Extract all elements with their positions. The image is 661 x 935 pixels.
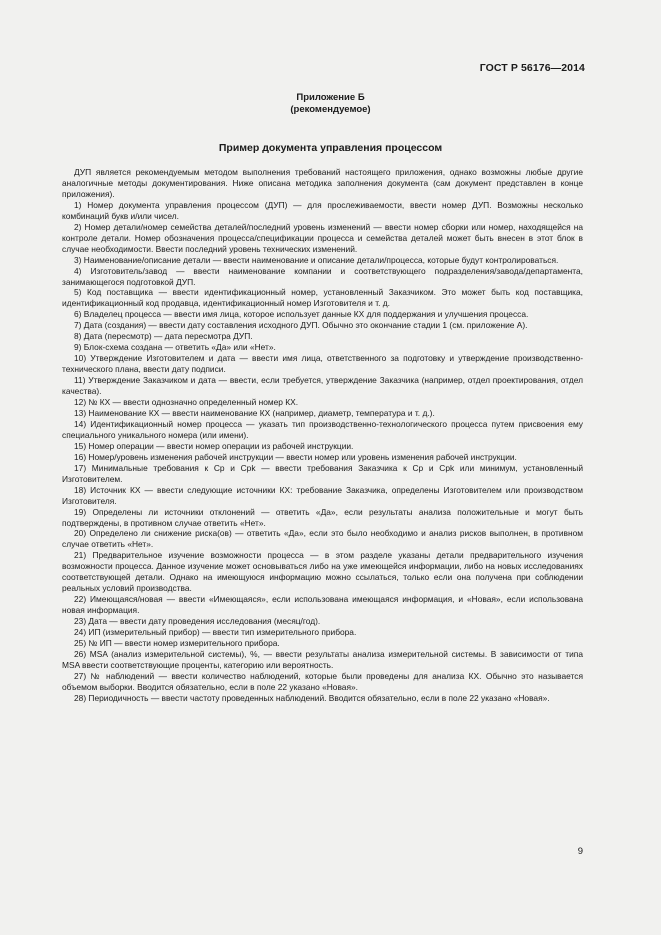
paragraph: 7) Дата (создания) — ввести дату составления исходного ДУП. Обычно это окончание стадии 1 (см. приложение А).: [74, 320, 528, 331]
paragraph: 27) № наблюдений — ввести количество наблюдений, которые были проведены для анализа КХ. Обычно это называется объемом выборки. Вводится обязательно, если в поле 22 указано «Новая».: [62, 670, 583, 692]
paragraph: 13) Наименование КХ — ввести наименование КХ (например, диаметр, температура и т. д.).: [74, 407, 435, 418]
paragraph: 23) Дата — ввести дату проведения исследования (месяц/год).: [74, 616, 321, 627]
paragraph: 18) Источник КХ — ввести следующие источники КХ: требование Заказчика, определены Изготовителем или производством Изготовителя.: [62, 484, 583, 506]
paragraph: ДУП является рекомендуемым методом выполнения требований настоящего приложения, однако возможны любые другие аналогичные методы документирования. Ниже описана методика заполнения документа (сам документ представлен в конце приложения).: [62, 167, 583, 199]
paragraph: 22) Имеющаяся/новая — ввести «Имеющаяся», если использована имеющаяся информация, и «Новая», если использована новая информация.: [62, 594, 583, 616]
paragraph: 24) ИП (измерительный прибор) — ввести тип измерительного прибора.: [74, 627, 357, 638]
paragraph: 16) Номер/уровень изменения рабочей инструкции — ввести номер или уровень изменения рабочей инструкции.: [74, 451, 517, 462]
paragraph: 17) Минимальные требования к Cp и Cpk — ввести требования Заказчика к Cp и Cpk или минимум, установленный Изготовителем.: [62, 462, 583, 484]
paragraph: 10) Утверждение Изготовителем и дата — ввести имя лица, ответственного за подготовку и утверждение производственно-технического плана, ввести дату подписи.: [62, 353, 583, 375]
paragraph: 14) Идентификационный номер процесса — указать тип производственно-технологического процесса путем присвоения ему специального уникального номера (или имени).: [62, 418, 583, 440]
standard-number: ГОСТ Р 56176—2014: [479, 62, 585, 74]
paragraph: 5) Код поставщика — ввести идентификационный номер, установленный Заказчиком. Это может быть код поставщика, идентификационный код продавца, идентификационный номер Изготовителя и т. д.: [62, 287, 583, 309]
paragraph: 21) Предварительное изучение возможности процесса — в этом разделе указаны детали предварительного изучения возможности процесса. Данное изучение может основываться либо на уже имеющейся информации, либо на новых исследованиях соответствующей детали. Однако на имеющуюся информацию можно ссылаться, только если она получена при соблюдении реальных условий производства.: [62, 550, 583, 594]
paragraph: 19) Определены ли источники отклонений — ответить «Да», если результаты анализа положительные и могут быть подтверждены, в противном случае ответить «Нет».: [62, 506, 583, 528]
page-number: 9: [577, 846, 583, 857]
paragraph: 25) № ИП — ввести номер измерительного прибора.: [74, 637, 280, 648]
paragraph: 26) MSA (анализ измерительной системы), %, — ввести результаты анализа измерительной системы. В зависимости от типа MSA ввести соответствующие проценты, категорию или вероятность.: [62, 648, 583, 670]
paragraph: 28) Периодичность — ввести частоту проведенных наблюдений. Вводится обязательно, если в поле 22 указано «Новая».: [74, 692, 550, 703]
appendix-label: Приложение Б: [296, 92, 365, 103]
paragraph: 1) Номер документа управления процессом (ДУП) — для прослеживаемости, ввести номер ДУП. Возможны несколько комбинаций букв и/или чисел.: [62, 199, 583, 221]
paragraph: 12) № КХ — ввести однозначно определенный номер КХ.: [74, 397, 299, 408]
paragraph: 3) Наименование/описание детали — ввести наименование и описание детали/процесса, которые будут контролироваться.: [74, 254, 559, 265]
paragraph: 11) Утверждение Заказчиком и дата — ввести, если требуется, утверждение Заказчика (например, отдел проектирования, отдел качества).: [62, 375, 583, 397]
body-text: [62, 167, 583, 704]
appendix-status: (рекомендуемое): [290, 104, 371, 115]
paragraph: 8) Дата (пересмотр) — дата пересмотра ДУП.: [74, 331, 253, 342]
paragraph: 20) Определено ли снижение риска(ов) — ответить «Да», если это было необходимо и анализ рисков выполнен, в противном случае ответить «Нет».: [62, 528, 583, 550]
paragraph: 4) Изготовитель/завод — ввести наименование компании и соответствующего подразделения/завода/департамента, занимающегося подготовкой ДУП.: [62, 265, 583, 287]
section-title: Пример документа управления процессом: [218, 142, 443, 154]
paragraph: 2) Номер детали/номер семейства деталей/последний уровень изменений — ввести номер сборки или номер, находящейся на контроле детали. Номер обозначения процесса/спецификации процесса и семейства деталей может быть внесен в этот блок в случае необходимости. Ввести последний уровень технических изменений.: [62, 221, 583, 254]
paragraph: 6) Владелец процесса — ввести имя лица, которое использует данные КХ для поддержания и улучшения процесса.: [74, 309, 529, 320]
paragraph: 15) Номер операции — ввести номер операции из рабочей инструкции.: [74, 440, 354, 451]
paragraph: 9) Блок-схема создана — ответить «Да» или «Нет».: [74, 342, 276, 353]
